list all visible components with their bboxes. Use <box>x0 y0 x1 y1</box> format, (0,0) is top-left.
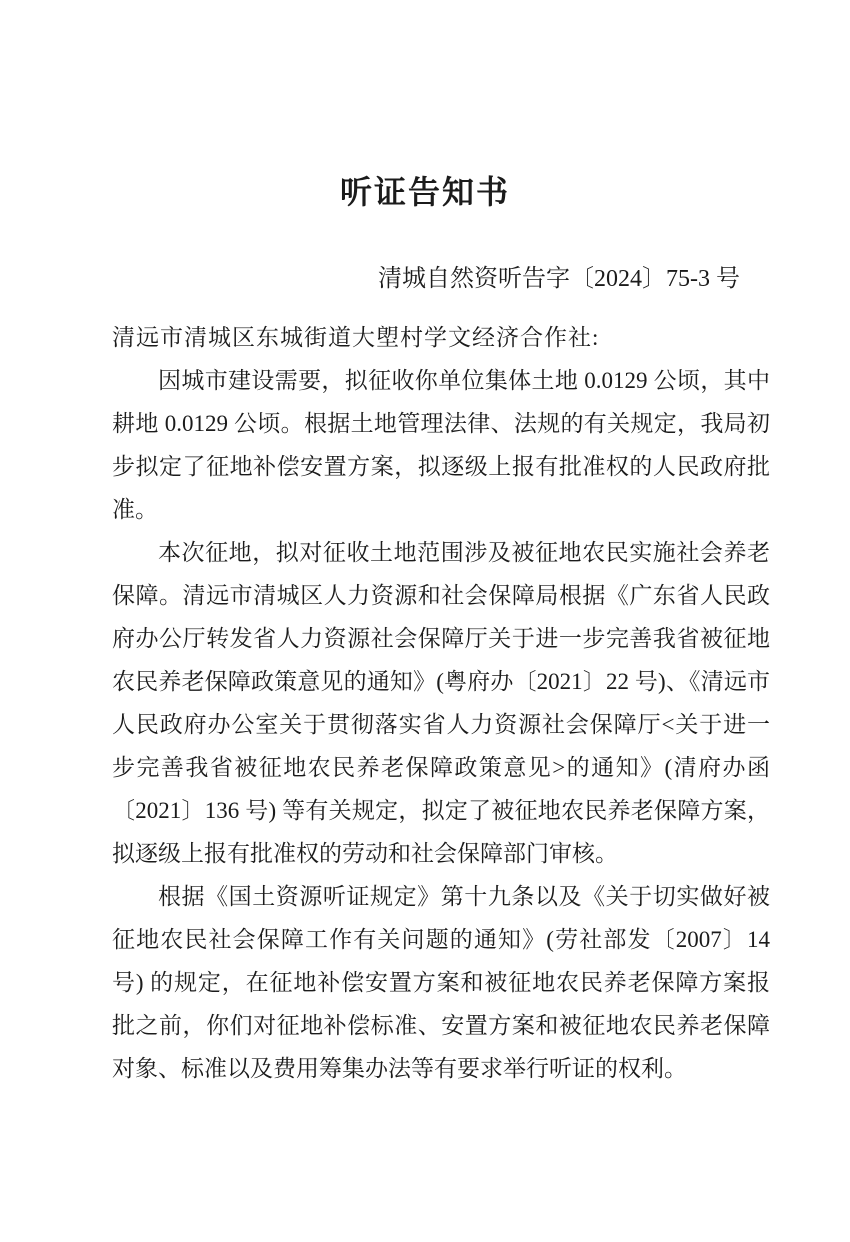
text-line: 因城市建设需要，拟征收你单位集体土地 0.0129 公顷，其中 <box>158 368 770 393</box>
paragraph <box>112 531 770 875</box>
text-line: 本次征地，拟对征收土地范围涉及被征地农民实施社会养老 <box>158 540 770 565</box>
text-line: 步完善我省被征地农民养老保障政策意见>的通知》(清府办函 <box>112 755 770 780</box>
document-body <box>112 316 770 1090</box>
paragraphs-container <box>112 359 770 1090</box>
text-line: 对象、标准以及费用筹集办法等有要求举行听证的权利。 <box>112 1056 687 1081</box>
text-line: 准。 <box>112 497 158 522</box>
text-line: 拟逐级上报有批准权的劳动和社会保障部门审核。 <box>112 841 618 866</box>
text-line: 批之前，你们对征地补偿标准、安置方案和被征地农民养老保障 <box>112 1013 770 1038</box>
text-line: 耕地 0.0129 公顷。根据土地管理法律、法规的有关规定，我局初 <box>112 411 770 436</box>
text-line: 根据《国土资源听证规定》第十九条以及《关于切实做好被 <box>158 884 770 909</box>
text-line: 步拟定了征地补偿安置方案，拟逐级上报有批准权的人民政府批 <box>112 454 770 479</box>
addressee-line: 清远市清城区东城街道大塱村学文经济合作社: <box>112 325 600 350</box>
text-line: 农民养老保障政策意见的通知》(粤府办〔2021〕22 号)、《清远市 <box>112 669 770 694</box>
text-line: 人民政府办公室关于贯彻落实省人力资源社会保障厅<关于进一 <box>112 712 770 737</box>
text-line: 征地农民社会保障工作有关问题的通知》(劳社部发〔2007〕14 <box>112 927 770 952</box>
text-line: 号) 的规定，在征地补偿安置方案和被征地农民养老保障方案报 <box>112 970 770 995</box>
text-line: 府办公厅转发省人力资源社会保障厅关于进一步完善我省被征地 <box>112 626 770 651</box>
paragraph <box>112 359 770 531</box>
document-number: 清城自然资听告字〔2024〕75-3 号 <box>378 266 740 292</box>
document-title: 听证告知书 <box>339 173 510 211</box>
text-line: 〔2021〕136 号) 等有关规定，拟定了被征地农民养老保障方案， <box>112 798 770 823</box>
paragraph <box>112 875 770 1090</box>
text-line: 保障。清远市清城区人力资源和社会保障局根据《广东省人民政 <box>112 583 770 608</box>
